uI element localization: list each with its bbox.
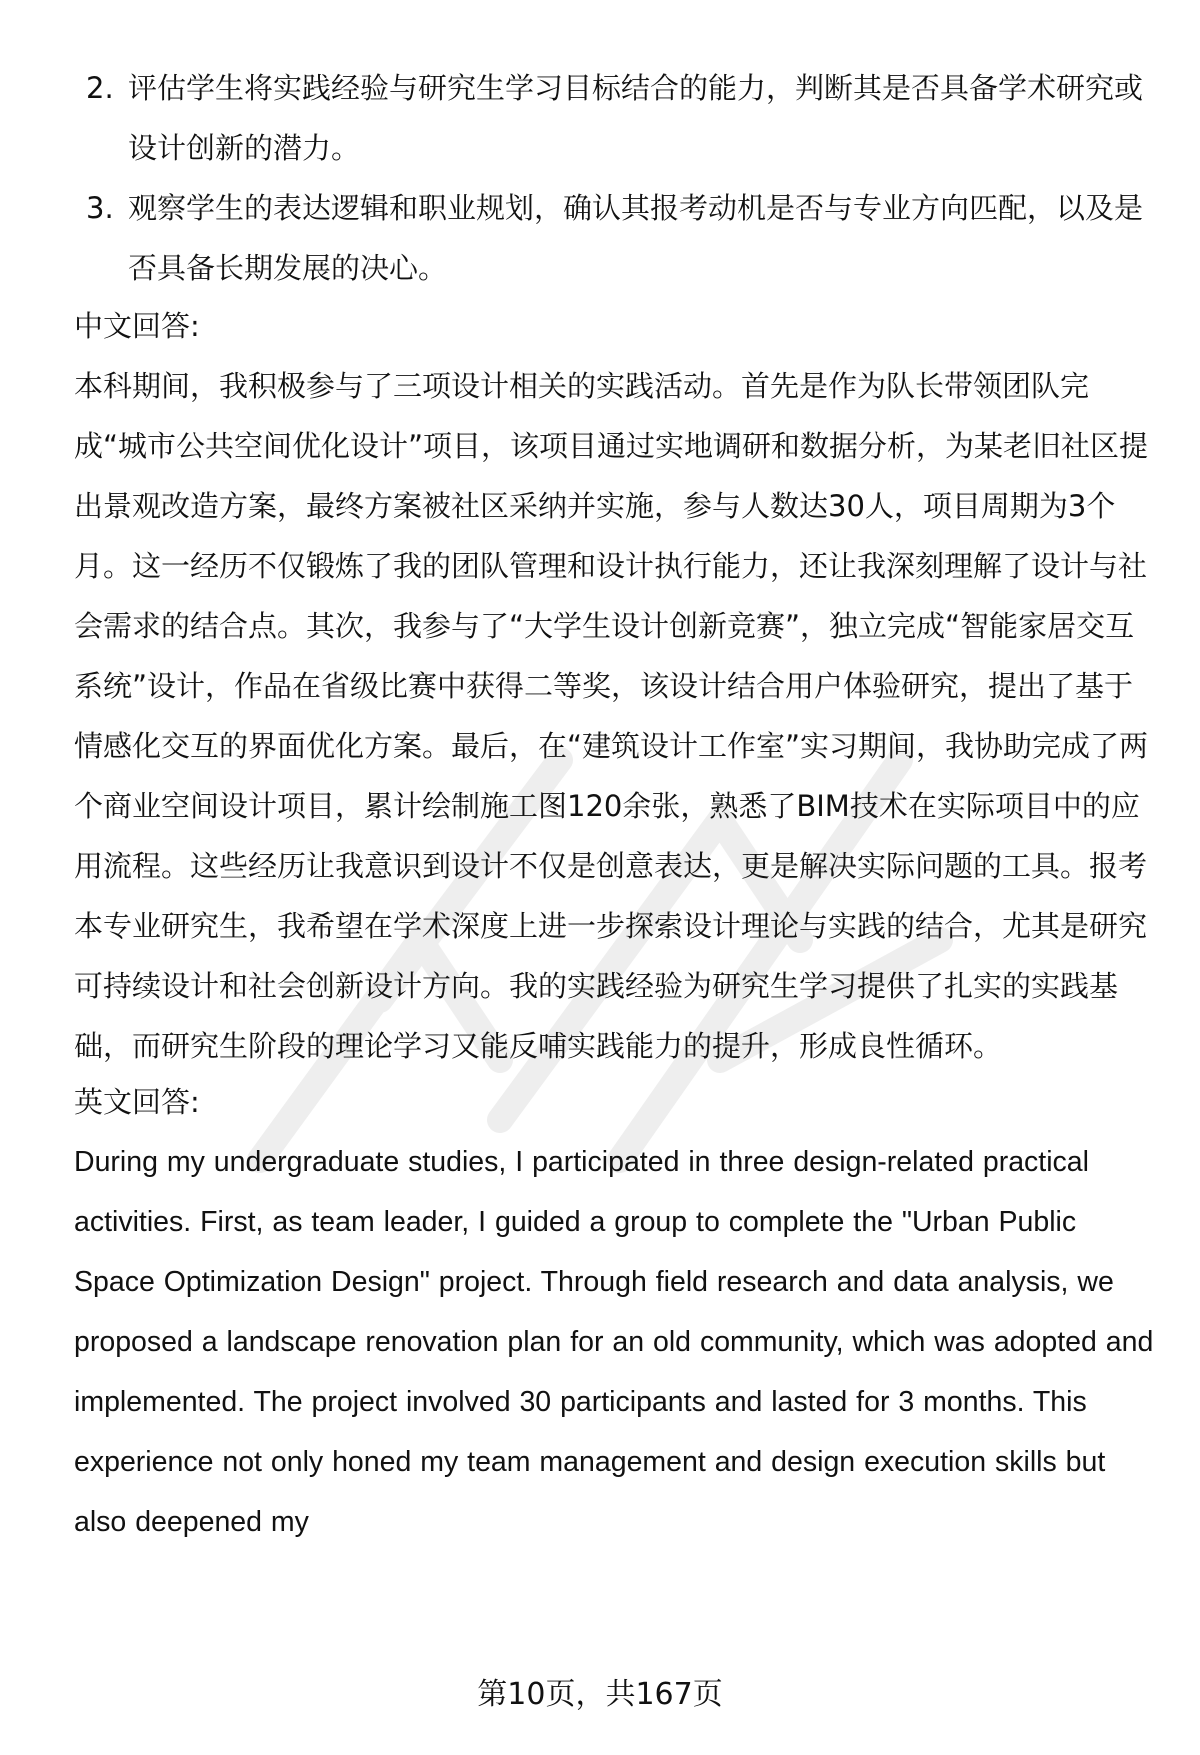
list-item xyxy=(74,178,1154,298)
chinese-answer-body: 本科期间，我积极参与了三项设计相关的实践活动。首先是作为队长带领团队完成“城市公共空间优化设计”项目，该项目通过实地调研和数据分析，为某老旧社区提出景观改造方案，最终方案被社区采纳并实施，参与人数达30人，项目周期为3个月。这一经历不仅锻炼了我的团队管理和设计执行能力，还让我深刻理解了设计与社会需求的结合点。其次，我参与了“大学生设计创新竞赛”，独立完成“智能家居交互系统”设计，作品在省级比赛中获得二等奖，该设计结合用户体验研究，提出了基于情感化交互的界面优化方案。最后，在“建筑设计工作室”实习期间，我协助完成了两个商业空间设计项目，累计绘制施工图120余张，熟悉了BIM技术在实际项目中的应用流程。这些经历让我意识到设计不仅是创意表达，更是解决实际问题的工具。报考本专业研究生，我希望在学术深度上进一步探索设计理论与实践的结合，尤其是研究可持续设计和社会创新设计方向。我的实践经验为研究生学习提供了扎实的实践基础，而研究生阶段的理论学习又能反哺实践能力的提升，形成良性循环。 xyxy=(74,369,1149,1063)
criteria-list xyxy=(74,58,1154,298)
chinese-answer-heading: 中文回答: xyxy=(74,309,200,343)
english-answer-section xyxy=(74,1072,1154,1552)
list-item xyxy=(74,58,1154,178)
list-text: 评估学生将实践经验与研究生学习目标结合的能力，判断其是否具备学术研究或设计创新的潜力。 xyxy=(128,71,1144,165)
english-answer-body: During my undergraduate studies, I participated in three design-related practical activities. First, as team leader, I guided a group to complete the "Urban Public Space Optimization Design" project. Through field research and data analysis, we proposed a landscape renovation plan for an old community, which was adopted and implemented. The project involved 30 participants and lasted for 3 months. This experience not only honed my team management and design execution skills but also deepened my xyxy=(74,1146,1154,1538)
list-number: 3. xyxy=(86,191,114,225)
list-number: 2. xyxy=(86,71,114,105)
english-answer-heading: 英文回答: xyxy=(74,1085,200,1119)
page-footer: 第10页，共167页 xyxy=(477,1677,723,1712)
list-text: 观察学生的表达逻辑和职业规划，确认其报考动机是否与专业方向匹配，以及是否具备长期发展的决心。 xyxy=(128,191,1144,285)
chinese-answer-section xyxy=(74,296,1154,1076)
